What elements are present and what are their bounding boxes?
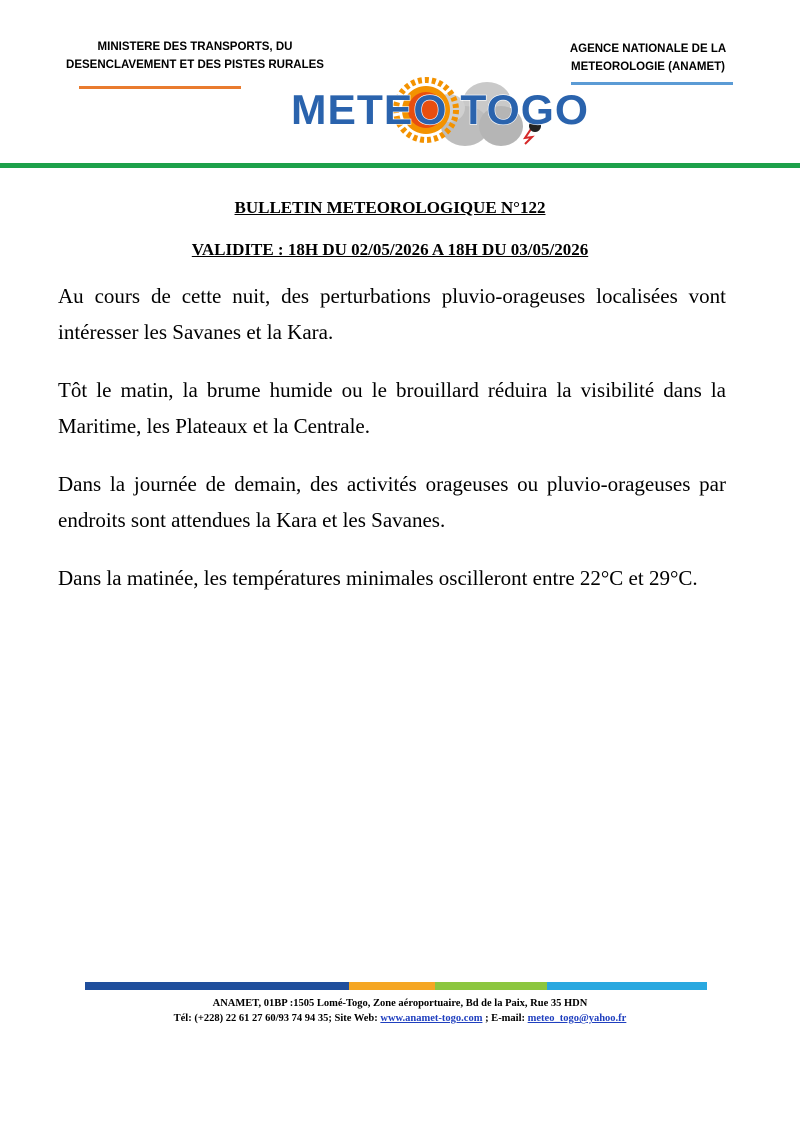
footer-bar-blue	[85, 982, 349, 990]
footer-email-label: ; E-mail:	[482, 1013, 528, 1024]
footer-phone: Tél: (+228) 22 61 27 60/93 74 94 35; Site Web:	[173, 1013, 381, 1024]
paragraph-day: Dans la journée de demain, des activités orageuses ou pluvio-orageuses par endroits sont attendues la Kara et les Savanes.	[58, 472, 726, 532]
orange-rule	[79, 86, 241, 89]
footer-bar-light-blue	[547, 982, 707, 990]
agency-line-1: AGENCE NATIONALE DE LA	[569, 43, 727, 55]
validity-line: VALIDITE : 18H DU 02/05/2026 A 18H DU 03/05/2026	[191, 240, 589, 259]
bulletin-title: BULLETIN METEOROLOGIQUE N°122	[234, 198, 546, 217]
paragraph-morning: Tôt le matin, la brume humide ou le brouillard réduira la visibilité dans la Maritime, les Plateaux et la Centrale.	[58, 378, 726, 438]
blue-rule	[571, 82, 733, 85]
meteo-togo-logo	[289, 64, 593, 156]
paragraph-temperatures: Dans la matinée, les températures minimales oscilleront entre 22°C et 29°C.	[58, 566, 698, 590]
paragraph-night: Au cours de cette nuit, des perturbations pluvio-orageuses localisées vont intéresser les Savanes et la Kara.	[58, 284, 726, 344]
footer-bar-orange	[349, 982, 435, 990]
green-rule	[0, 163, 800, 168]
agency-line-2: METEOROLOGIE (ANAMET)	[571, 61, 725, 73]
footer-color-bar	[85, 982, 707, 990]
email-link[interactable]: meteo_togo@yahoo.fr	[527, 1013, 627, 1024]
footer-bar-green	[435, 982, 547, 990]
website-link[interactable]: www.anamet-togo.com	[380, 1013, 483, 1024]
bulletin-body	[58, 278, 726, 618]
logo-text: METEO TOGO	[291, 86, 589, 133]
footer-contact	[60, 1013, 740, 1024]
ministry-line-2: DESENCLAVEMENT ET DES PISTES RURALES	[66, 59, 324, 71]
footer-address: ANAMET, 01BP :1505 Lomé-Togo, Zone aéroportuaire, Bd de la Paix, Rue 35 HDN	[212, 998, 588, 1009]
ministry-line-1: MINISTERE DES TRANSPORTS, DU	[97, 41, 293, 53]
